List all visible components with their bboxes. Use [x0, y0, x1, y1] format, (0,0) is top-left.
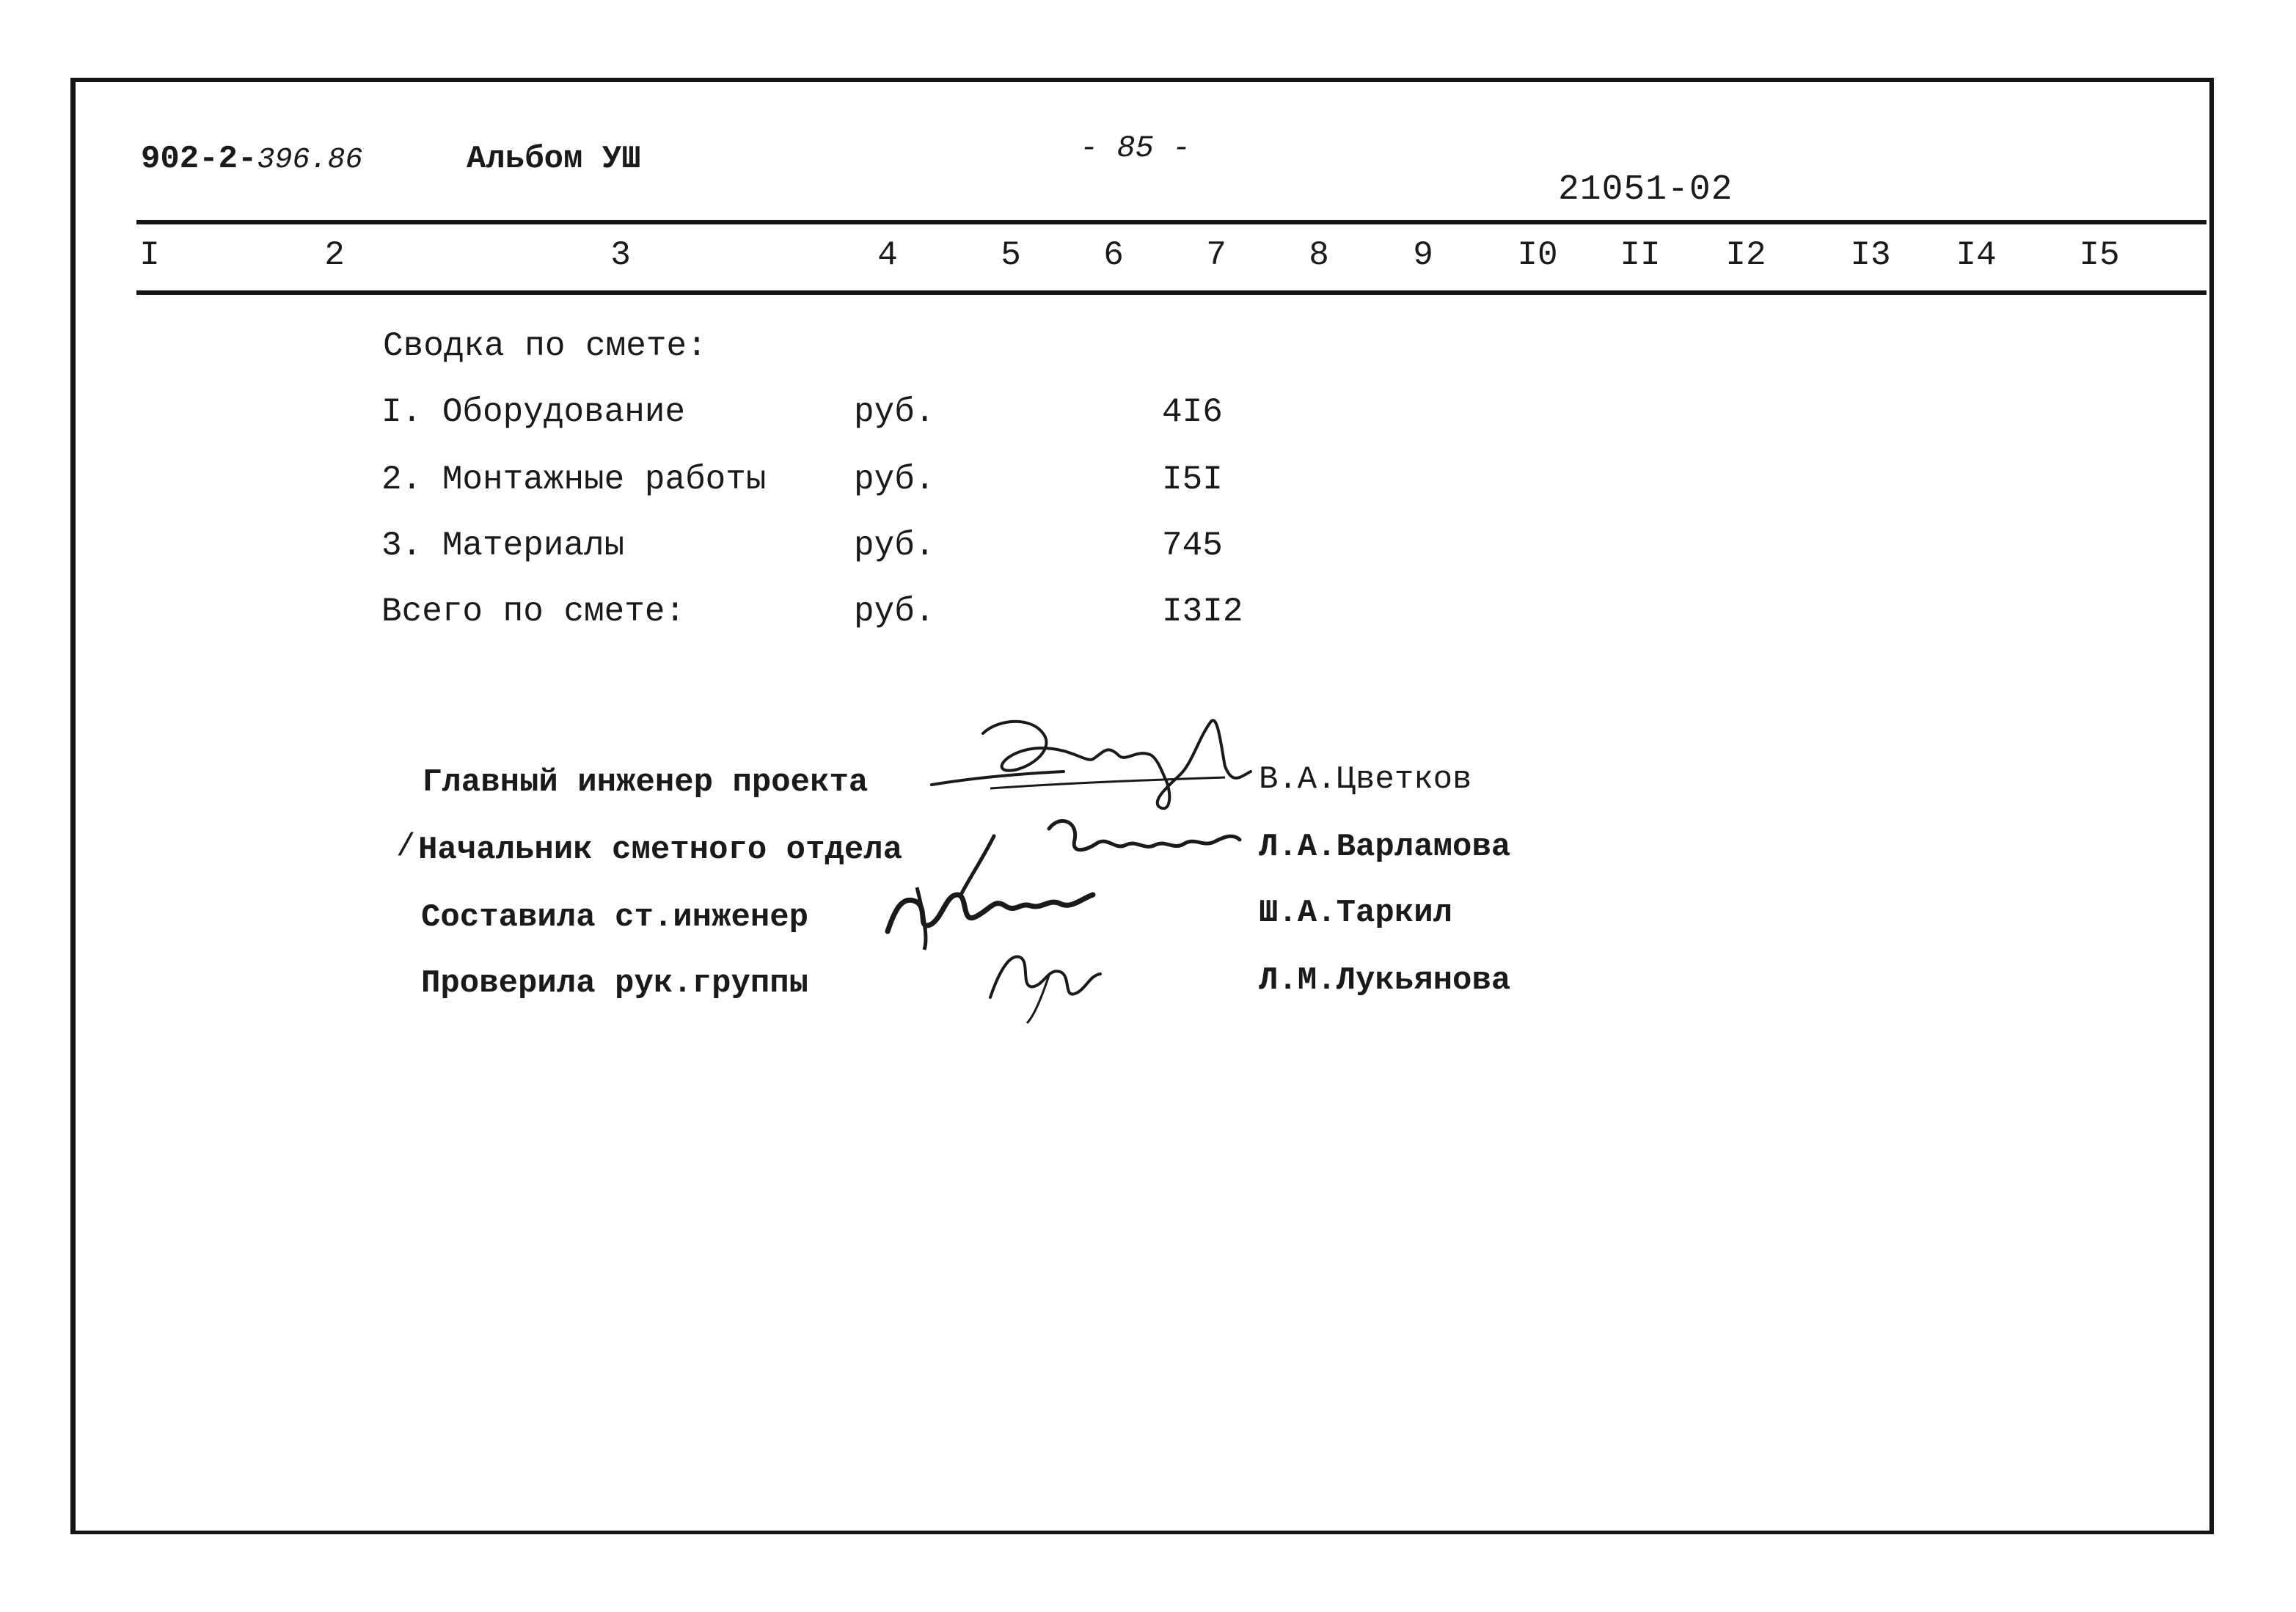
summary-row-value: 4I6	[1162, 393, 1223, 431]
column-number: I0	[1517, 236, 1558, 274]
summary-row-unit: руб.	[854, 461, 935, 499]
summary-row-label: 3. Материалы	[381, 527, 625, 565]
signature-name: Л.М.Лукьянова	[1259, 962, 1511, 999]
summary-row-value: 745	[1162, 527, 1223, 565]
column-number: I5	[2079, 236, 2120, 274]
column-number: I4	[1956, 236, 1997, 274]
column-number: I2	[1725, 236, 1766, 274]
document-stamp-number: 21051-02	[1558, 170, 1733, 210]
summary-total-unit: руб.	[854, 593, 935, 631]
signature-role: Главный инженер проекта	[423, 764, 869, 801]
document-code-handwritten: 396.86	[257, 144, 363, 177]
bottom-rule-line	[136, 290, 2207, 295]
column-number: 5	[1001, 236, 1021, 274]
signature-role: Проверила рук.группы	[421, 965, 809, 1002]
margin-tick-mark: /	[396, 829, 416, 865]
page-number: - 85 -	[1080, 131, 1191, 166]
signature-role: Начальник сметного отдела	[418, 832, 903, 868]
column-number: 6	[1103, 236, 1124, 274]
summary-row-unit: руб.	[854, 393, 935, 431]
signature-name: Л.А.Варламова	[1259, 829, 1511, 865]
album-label: Альбом УШ	[467, 141, 641, 177]
column-number: I	[139, 236, 160, 274]
top-rule-line	[136, 220, 2207, 224]
column-number: I3	[1850, 236, 1891, 274]
summary-total-value: I3I2	[1162, 593, 1243, 631]
signature-name: В.А.Цветков	[1259, 761, 1472, 798]
document-code-prefix: 902-2-	[141, 141, 257, 177]
summary-row-label: 2. Монтажные работы	[381, 461, 767, 499]
column-number: 9	[1413, 236, 1433, 274]
column-number: 3	[610, 236, 631, 274]
summary-row-unit: руб.	[854, 527, 935, 565]
signature-role: Составила ст.инженер	[421, 899, 809, 936]
summary-title: Сводка по смете:	[383, 327, 707, 365]
summary-row-value: I5I	[1162, 461, 1223, 499]
summary-total-label: Всего по смете:	[381, 593, 686, 631]
column-number: II	[1620, 236, 1661, 274]
column-number: 8	[1309, 236, 1329, 274]
document-code	[141, 141, 362, 177]
column-number: 7	[1206, 236, 1226, 274]
signature-name: Ш.А.Таркил	[1259, 895, 1453, 931]
column-number: 2	[324, 236, 345, 274]
column-number: 4	[877, 236, 898, 274]
summary-row-label: I. Оборудование	[381, 393, 686, 431]
handwritten-signature-4	[968, 931, 1115, 1027]
